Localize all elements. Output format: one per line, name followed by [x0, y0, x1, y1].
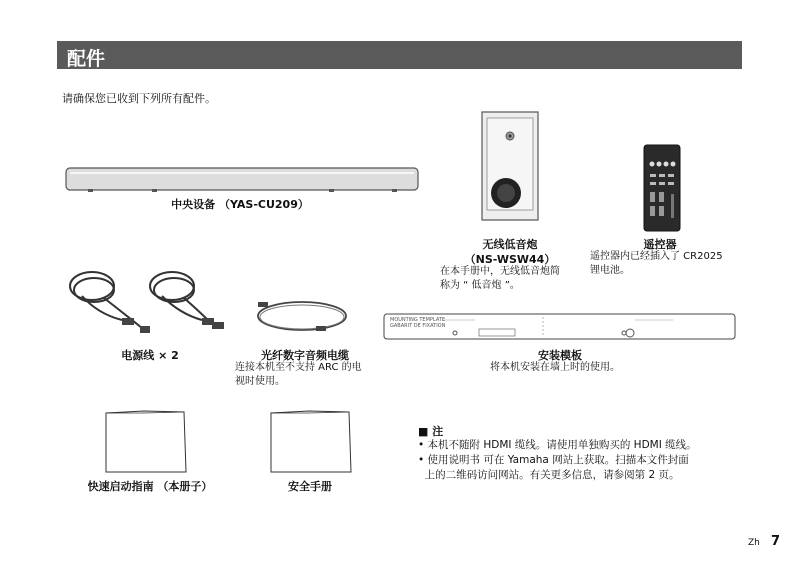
- center-unit-caption: 中央设备 （YAS-CU209）: [171, 198, 309, 211]
- subwoofer-caption-line1: 无线低音炮: [482, 238, 538, 251]
- optical-cable-desc-line1: 连接本机至不支持 ARC 的电: [235, 362, 362, 373]
- remote-desc-line2: 锂电池。: [590, 265, 630, 276]
- template-caption: 安装模板: [538, 349, 582, 362]
- note-item: • 使用说明书 可在 Yamaha 网站上获取。扫描本文件封面: [418, 454, 689, 466]
- remote-desc-line1: 遥控器内已经插入了 CR2025: [590, 251, 723, 262]
- page-number: 7: [771, 534, 781, 549]
- safety-manual-image: [269, 408, 353, 474]
- optical-cable-caption: 光纤数字音频电缆: [261, 349, 349, 362]
- subwoofer-desc-line1: 在本手册中，无线低音炮简: [440, 266, 560, 277]
- section-header: [57, 41, 742, 69]
- template-desc: 将本机安装在墙上时的使用。: [490, 362, 620, 373]
- note-item: • 本机不随附 HDMI 缆线。请使用单独购买的 HDMI 缆线。: [418, 439, 697, 451]
- safety-manual-caption: 安全手册: [288, 480, 332, 493]
- optical-cable-desc-line2: 视时使用。: [235, 376, 285, 387]
- subwoofer-caption-line2: （NS-WSW44）: [464, 253, 556, 266]
- note-item: 上的二维码访问网站。有关更多信息，请参阅第 2 页。: [418, 469, 680, 481]
- language-code: Zh: [748, 538, 760, 548]
- quick-guide-caption: 快速启动指南 （本册子）: [87, 480, 213, 493]
- template-label-line2: GABARIT DE FIXATION: [390, 323, 446, 329]
- power-cable-caption: 电源线 × 2: [121, 349, 179, 362]
- center-unit-image: [64, 165, 422, 195]
- power-cable-image: [62, 268, 232, 340]
- section-title: 配件: [67, 48, 106, 70]
- subwoofer-desc-line2: 称为 “ 低音炮 ”。: [440, 280, 520, 291]
- template-label-line1: MOUNTING TEMPLATE: [390, 317, 446, 323]
- remote-image: [640, 142, 684, 234]
- note-title: ■ 注: [418, 425, 444, 438]
- subwoofer-image: [478, 110, 542, 225]
- quick-guide-image: [104, 408, 188, 474]
- intro-text: 请确保您已收到下列所有配件。: [62, 92, 216, 105]
- optical-cable-image: [252, 296, 352, 340]
- remote-caption: 遥控器: [643, 238, 677, 251]
